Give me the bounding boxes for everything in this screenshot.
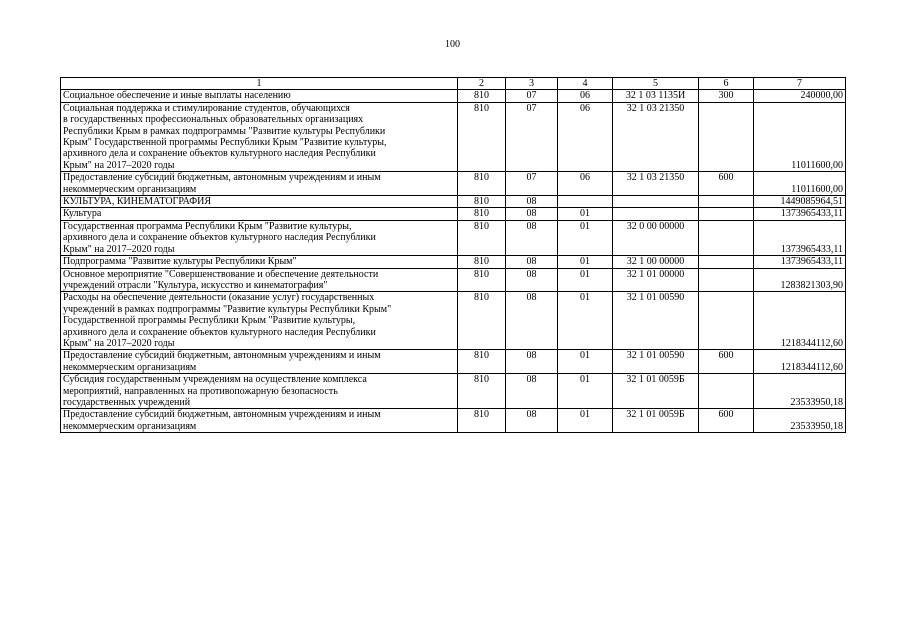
row-name-line: Подпрограмма "Развитие культуры Республики Крым"	[63, 256, 297, 268]
row-name-cell	[61, 374, 458, 409]
header-col-2: 2	[458, 78, 506, 90]
target-article-cell: 32 1 03 1135И	[613, 90, 699, 102]
subsection-code-cell: 01	[558, 350, 613, 374]
subsection-code-cell: 01	[558, 374, 613, 409]
section-code-cell: 08	[506, 292, 558, 350]
subsection-code-cell: 06	[558, 172, 613, 196]
table-row	[61, 102, 846, 171]
expense-type-cell	[699, 256, 754, 268]
target-article-cell: 32 1 01 0059Б	[613, 409, 699, 433]
expense-type-cell	[699, 196, 754, 208]
ved-code-cell: 810	[458, 268, 506, 292]
row-name-line: архивного дела и сохранение объектов культурного наследия Республики	[63, 326, 376, 338]
section-code-cell: 08	[506, 350, 558, 374]
row-name-line: Социальная поддержка и стимулирование студентов, обучающихся	[63, 102, 350, 114]
ved-code-cell: 810	[458, 409, 506, 433]
amount-cell: 240000,00	[754, 90, 846, 102]
expense-type-cell	[699, 102, 754, 171]
table-body	[61, 90, 846, 433]
row-name-cell	[61, 350, 458, 374]
row-name-line: Государственная программа Республики Крым "Развитие культуры,	[63, 220, 352, 232]
subsection-code-cell: 01	[558, 208, 613, 220]
row-name-line: учреждений в рамках подпрограммы "Развитие культуры Республики Крым"	[63, 303, 392, 315]
row-name-line: учреждений отрасли "Культура, искусство и кинематография"	[63, 279, 328, 291]
expense-type-cell: 600	[699, 350, 754, 374]
expense-type-cell	[699, 374, 754, 409]
row-name-line: Социальное обеспечение и иные выплаты населению	[63, 90, 291, 102]
table-row	[61, 409, 846, 433]
row-name-line: Крым" на 2017–2020 годы	[63, 159, 175, 171]
table-row	[61, 268, 846, 292]
row-name-line: Предоставление субсидий бюджетным, автономным учреждениям и иным	[63, 409, 381, 421]
target-article-cell: 32 1 01 00590	[613, 350, 699, 374]
amount-cell: 1449085964,51	[754, 196, 846, 208]
amount-cell: 1373965433,11	[754, 208, 846, 220]
ved-code-cell: 810	[458, 256, 506, 268]
amount-cell: 23533950,18	[754, 409, 846, 433]
table-row	[61, 350, 846, 374]
table-row	[61, 90, 846, 102]
amount-cell: 1373965433,11	[754, 256, 846, 268]
row-name-cell	[61, 208, 458, 220]
row-name-cell	[61, 268, 458, 292]
target-article-cell	[613, 196, 699, 208]
section-code-cell: 07	[506, 102, 558, 171]
ved-code-cell: 810	[458, 374, 506, 409]
table-row	[61, 220, 846, 255]
section-code-cell: 08	[506, 256, 558, 268]
expense-type-cell	[699, 292, 754, 350]
section-code-cell: 07	[506, 90, 558, 102]
row-name-line: Крым" на 2017–2020 годы	[63, 243, 175, 255]
row-name-cell	[61, 196, 458, 208]
row-name-line: Культура	[63, 208, 102, 220]
section-code-cell: 08	[506, 208, 558, 220]
subsection-code-cell	[558, 196, 613, 208]
amount-cell: 11011600,00	[754, 102, 846, 171]
section-code-cell: 08	[506, 220, 558, 255]
table-row	[61, 196, 846, 208]
expense-type-cell: 300	[699, 90, 754, 102]
table-row	[61, 292, 846, 350]
row-name-line: Крым" на 2017–2020 годы	[63, 337, 175, 349]
amount-cell: 1218344112,60	[754, 350, 846, 374]
subsection-code-cell: 06	[558, 102, 613, 171]
header-col-7: 7	[754, 78, 846, 90]
subsection-code-cell: 01	[558, 409, 613, 433]
amount-cell: 1218344112,60	[754, 292, 846, 350]
row-name-line: Государственной программы Республики Крым "Развитие культуры,	[63, 315, 356, 327]
row-name-line: государственных учреждений	[63, 396, 191, 408]
expense-type-cell: 600	[699, 409, 754, 433]
section-code-cell: 08	[506, 374, 558, 409]
ved-code-cell: 810	[458, 102, 506, 171]
row-name-line: Предоставление субсидий бюджетным, автономным учреждениям и иным	[63, 350, 381, 362]
row-name-line: Крым" Государственной программы Республики Крым "Развитие культуры,	[63, 137, 387, 149]
row-name-cell	[61, 256, 458, 268]
section-code-cell: 08	[506, 196, 558, 208]
section-code-cell: 08	[506, 268, 558, 292]
ved-code-cell: 810	[458, 208, 506, 220]
amount-cell: 23533950,18	[754, 374, 846, 409]
row-name-line: Основное мероприятие "Совершенствование и обеспечение деятельности	[63, 268, 379, 280]
table-row	[61, 374, 846, 409]
expense-type-cell	[699, 268, 754, 292]
row-name-line: КУЛЬТУРА, КИНЕМАТОГРАФИЯ	[63, 196, 211, 208]
target-article-cell: 32 1 01 00000	[613, 268, 699, 292]
subsection-code-cell: 06	[558, 90, 613, 102]
target-article-cell: 32 1 01 0059Б	[613, 374, 699, 409]
expense-type-cell	[699, 220, 754, 255]
header-col-3: 3	[506, 78, 558, 90]
target-article-cell: 32 1 03 21350	[613, 172, 699, 196]
row-name-cell	[61, 90, 458, 102]
table-row	[61, 208, 846, 220]
ved-code-cell: 810	[458, 172, 506, 196]
target-article-cell: 32 1 01 00590	[613, 292, 699, 350]
row-name-line: Субсидия государственным учреждениям на осуществление комплекса	[63, 374, 367, 386]
target-article-cell: 32 0 00 00000	[613, 220, 699, 255]
row-name-line: в государственных профессиональных образовательных организациях	[63, 114, 364, 126]
row-name-cell	[61, 220, 458, 255]
row-name-cell	[61, 172, 458, 196]
section-code-cell: 08	[506, 409, 558, 433]
ved-code-cell: 810	[458, 90, 506, 102]
row-name-cell	[61, 409, 458, 433]
subsection-code-cell: 01	[558, 256, 613, 268]
subsection-code-cell: 01	[558, 220, 613, 255]
budget-table	[60, 77, 846, 433]
header-row	[61, 78, 846, 90]
ved-code-cell: 810	[458, 350, 506, 374]
table-header	[61, 78, 846, 90]
row-name-line: архивного дела и сохранение объектов культурного наследия Республики	[63, 232, 376, 244]
amount-cell: 1373965433,11	[754, 220, 846, 255]
ved-code-cell: 810	[458, 196, 506, 208]
amount-cell: 11011600,00	[754, 172, 846, 196]
header-col-6: 6	[699, 78, 754, 90]
amount-cell: 1283821303,90	[754, 268, 846, 292]
row-name-line: архивного дела и сохранение объектов культурного наследия Республики	[63, 148, 376, 160]
target-article-cell: 32 1 03 21350	[613, 102, 699, 171]
expense-type-cell	[699, 208, 754, 220]
target-article-cell	[613, 208, 699, 220]
header-col-4: 4	[558, 78, 613, 90]
table-row	[61, 172, 846, 196]
row-name-cell	[61, 292, 458, 350]
header-col-5: 5	[613, 78, 699, 90]
row-name-line: Республики Крым в рамках подпрограммы "Развитие культуры Республики	[63, 125, 386, 137]
row-name-line: некоммерческим организациям	[63, 420, 197, 432]
expense-type-cell: 600	[699, 172, 754, 196]
header-col-1: 1	[61, 78, 458, 90]
subsection-code-cell: 01	[558, 268, 613, 292]
row-name-line: некоммерческим организациям	[63, 183, 197, 195]
row-name-line: некоммерческим организациям	[63, 361, 197, 373]
table-row	[61, 256, 846, 268]
row-name-cell	[61, 102, 458, 171]
target-article-cell: 32 1 00 00000	[613, 256, 699, 268]
ved-code-cell: 810	[458, 292, 506, 350]
row-name-line: Предоставление субсидий бюджетным, автономным учреждениям и иным	[63, 172, 381, 184]
row-name-line: Расходы на обеспечение деятельности (оказание услуг) государственных	[63, 292, 375, 304]
subsection-code-cell: 01	[558, 292, 613, 350]
row-name-line: мероприятий, направленных на противопожарную безопасность	[63, 385, 338, 397]
section-code-cell: 07	[506, 172, 558, 196]
ved-code-cell: 810	[458, 220, 506, 255]
page-number: 100	[445, 39, 460, 50]
